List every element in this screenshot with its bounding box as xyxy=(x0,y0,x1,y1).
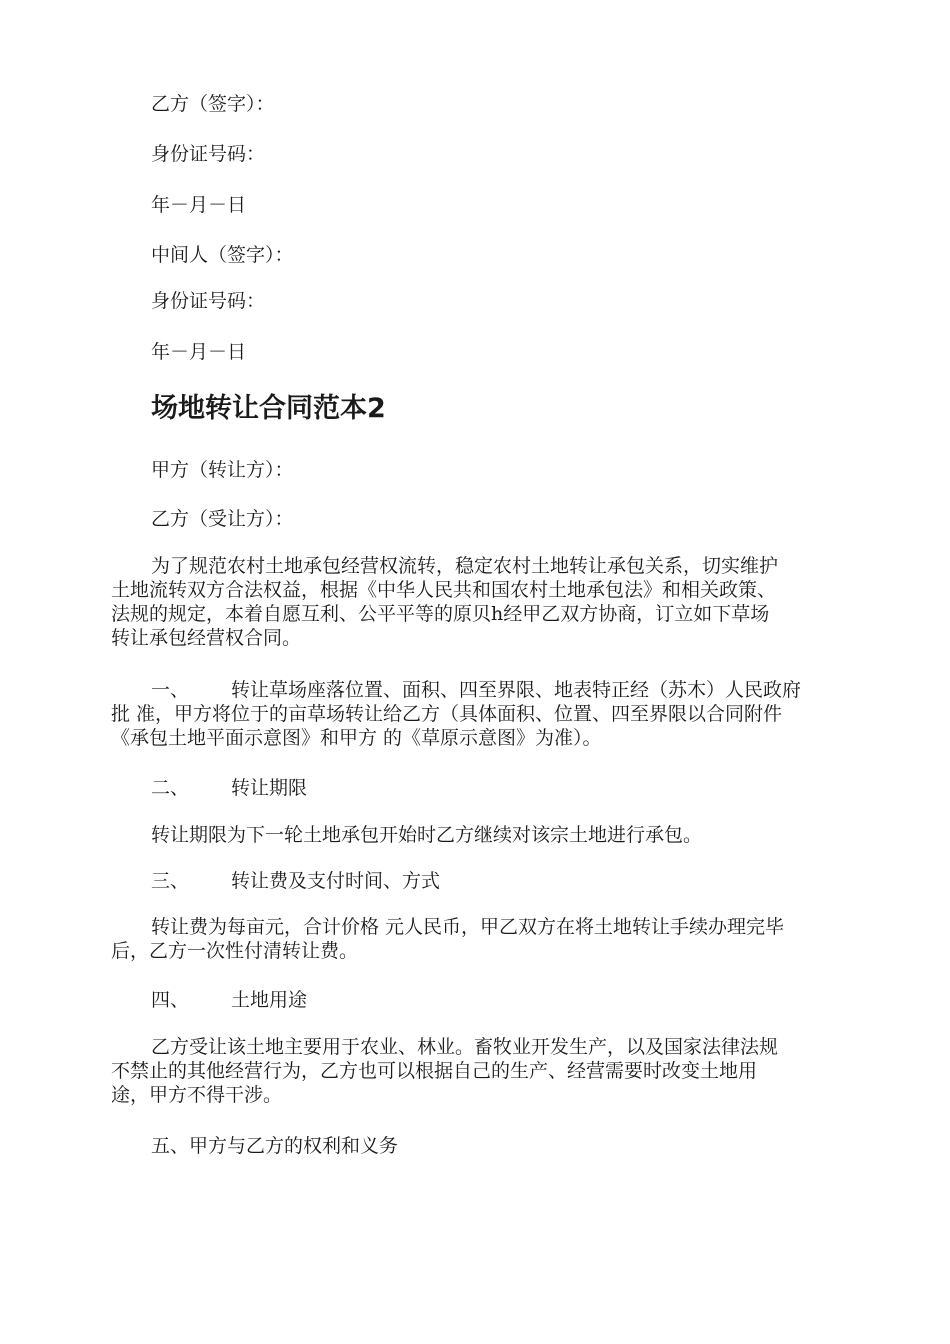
party-b-label: 乙方（受让方）： xyxy=(151,508,294,530)
section-2-heading xyxy=(151,776,307,800)
intro-line: 土地流转双方合法权益，根据《中华人民共和国农村土地承包法》和相关政策、 xyxy=(111,579,777,601)
section-1-line: 批 准，甲方将位于的亩草场转让给乙方（具体面积、位置、四至界限以合同附件 xyxy=(111,703,783,725)
id-number-label-2: 身份证号码： xyxy=(151,290,266,312)
document-title: 场地转让合同范本2 xyxy=(151,393,386,424)
section-1-text: 转让草场座落位置、面积、四至界限、地表特正经（苏木）人民政府 xyxy=(231,679,802,701)
section-3-number: 三、 xyxy=(151,870,190,892)
section-3-line: 后，乙方一次性付清转让费。 xyxy=(111,940,359,962)
section-3-paragraph xyxy=(111,915,841,963)
intro-paragraph xyxy=(111,554,841,650)
intro-line: 为了规范农村土地承包经营权流转，稳定农村土地转让承包关系，切实维护 xyxy=(151,555,779,577)
section-3-heading xyxy=(151,869,440,893)
party-a-label: 甲方（转让方）： xyxy=(151,459,294,481)
section-1-number: 一、 xyxy=(151,679,190,701)
middleman-signature-label: 中间人（签字）： xyxy=(151,244,294,266)
section-2-body: 转让期限为下一轮土地承包开始时乙方继续对该宗土地进行承包。 xyxy=(151,824,703,846)
section-4-line: 途，甲方不得干涉。 xyxy=(111,1084,283,1106)
section-4-paragraph xyxy=(111,1035,841,1107)
section-4-line: 乙方受让该土地主要用于农业、林业。畜牧业开发生产，以及国家法律法规 xyxy=(151,1036,779,1058)
intro-line: 法规的规定，本着自愿互利、公平平等的原贝h经甲乙双方协商，订立如下草场 xyxy=(111,603,770,625)
section-2-number: 二、 xyxy=(151,777,190,799)
section-1-first-line xyxy=(111,678,841,702)
section-1-paragraph xyxy=(111,678,841,750)
party-b-signature-label: 乙方（签字）： xyxy=(151,93,275,115)
intro-line: 转让承包经营权合同。 xyxy=(111,627,302,649)
date-line-1: 年－月－日 xyxy=(151,194,247,216)
date-line-2: 年－月－日 xyxy=(151,341,247,363)
section-4-number: 四、 xyxy=(151,989,190,1011)
section-4-heading xyxy=(151,988,307,1012)
section-3-line: 转让费为每亩元，合计价格 元人民币，甲乙双方在将土地转让手续办理完毕 xyxy=(151,916,785,938)
section-5-heading: 五、甲方与乙方的权利和义务 xyxy=(151,1135,399,1157)
section-3-title: 转让费及支付时间、方式 xyxy=(231,870,441,892)
section-2-title: 转让期限 xyxy=(231,777,308,799)
section-4-title: 土地用途 xyxy=(231,989,308,1011)
section-1-line: 《承包土地平面示意图》和甲方 的《草原示意图》为准）。 xyxy=(111,727,602,749)
section-4-line: 不禁止的其他经营行为，乙方也可以根据自己的生产、经营需要时改变土地用 xyxy=(111,1060,758,1082)
id-number-label-1: 身份证号码： xyxy=(151,143,266,165)
